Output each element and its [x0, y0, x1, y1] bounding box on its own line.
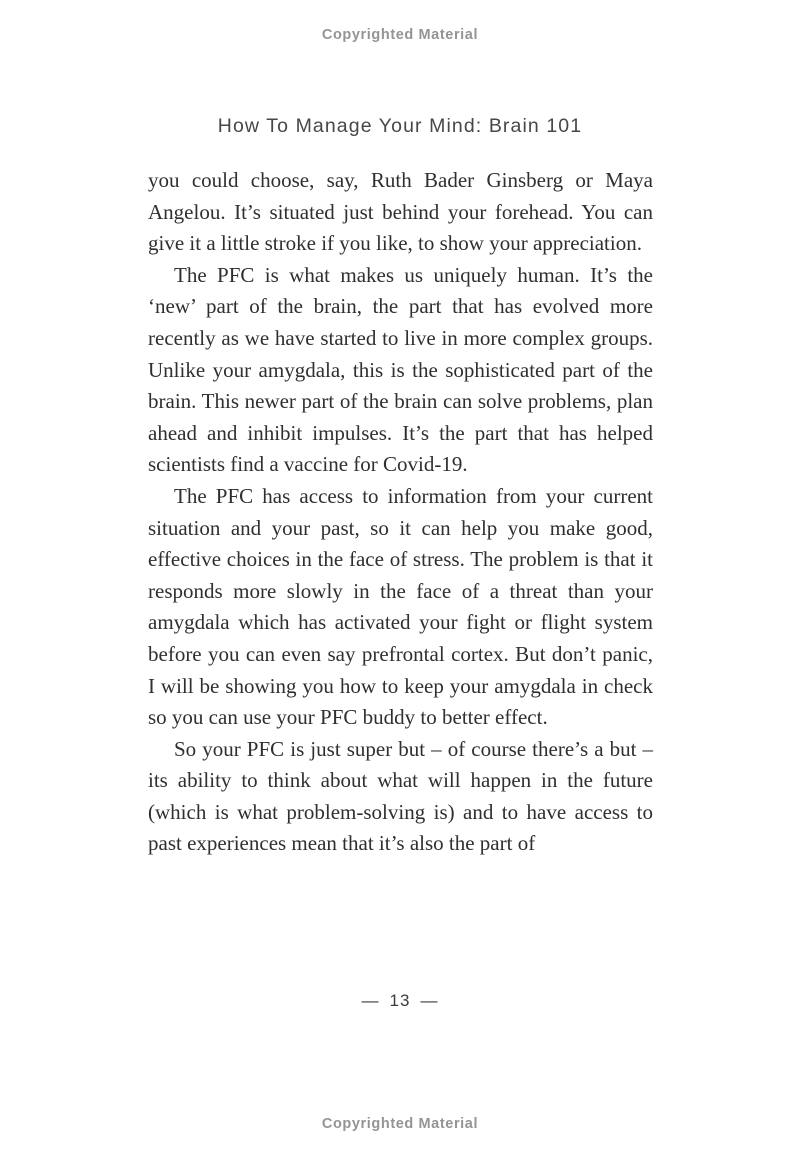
page-number — [0, 991, 800, 1011]
page-number-dash-left: — — [361, 991, 380, 1010]
chapter-header: How To Manage Your Mind: Brain 101 — [217, 115, 583, 137]
paragraph: The PFC has access to information from your current situation and your past, so it can help you make good, effective choices in the face of stress. The problem is that it responds more slowly in the face of a threat than your amygdala which has activated your fight or flight system before you can even say prefrontal cortex. But don’t panic, I will be showing you how to keep your amygdala in check so you can use your PFC buddy to better effect. — [148, 483, 653, 730]
page-number-dash-right: — — [420, 991, 439, 1010]
paragraph: you could choose, say, Ruth Bader Ginsberg or Maya Angelou. It’s situated just behind your forehead. You can give it a little stroke if you like, to show your appreciation. — [148, 168, 653, 256]
page-number-value: 13 — [389, 991, 411, 1010]
copyright-notice-bottom: Copyrighted Material — [321, 1116, 479, 1132]
paragraph: So your PFC is just super but – of course there’s a but – its ability to think about what will happen in the future (which is what problem-solving is) and to have access to past experiences mean that it’s also the part of — [148, 736, 653, 856]
body-text-block — [148, 165, 653, 860]
paragraph: The PFC is what makes us uniquely human. It’s the ‘new’ part of the brain, the part that has evolved more recently as we have started to live in more complex groups. Unlike your amygdala, this is the sophisticated part of the brain. This newer part of the brain can solve problems, plan ahead and inhibit impulses. It’s the part that has helped scientists find a vaccine for Covid-19. — [148, 262, 653, 477]
copyright-notice-top: Copyrighted Material — [321, 27, 479, 43]
